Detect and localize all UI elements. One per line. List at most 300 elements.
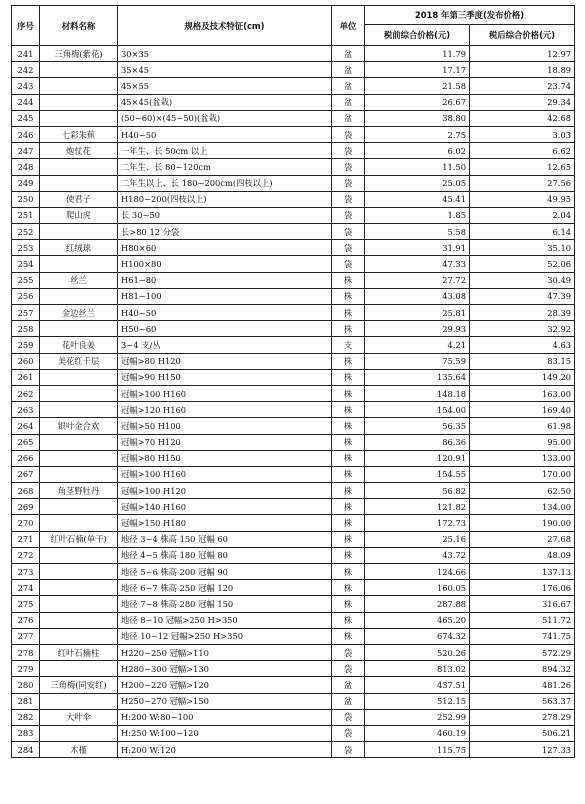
pre-tax-price: 43.08 — [365, 288, 470, 304]
table-row — [12, 499, 575, 515]
unit-cell: 袋 — [332, 709, 365, 725]
row-no: 273 — [12, 564, 40, 580]
post-tax-price: 28.39 — [470, 305, 575, 321]
material-name: 七彩朱蕉 — [40, 126, 118, 142]
pre-tax-price: 25.16 — [365, 531, 470, 547]
unit-cell: 株 — [332, 385, 365, 401]
unit-cell: 盆 — [332, 110, 365, 126]
pre-tax-price: 56.82 — [365, 483, 470, 499]
table-row — [12, 450, 575, 466]
material-name — [40, 110, 118, 126]
row-no: 278 — [12, 644, 40, 660]
spec-cell: 地径 10~12 冠幅>250 H>350 — [118, 628, 332, 644]
post-tax-price: 61.98 — [470, 418, 575, 434]
post-tax-price: 48.09 — [470, 547, 575, 563]
spec-cell: 冠幅>100 H160 — [118, 466, 332, 482]
post-tax-price: 134.00 — [470, 499, 575, 515]
material-name — [40, 466, 118, 482]
unit-cell: 盆 — [332, 677, 365, 693]
unit-cell: 袋 — [332, 175, 365, 191]
unit-cell: 株 — [332, 483, 365, 499]
row-no: 241 — [12, 46, 40, 62]
row-no: 280 — [12, 677, 40, 693]
table-body — [12, 46, 575, 758]
header-post-tax: 税后综合价格(元) — [470, 25, 575, 46]
pre-tax-price: 26.67 — [365, 94, 470, 110]
row-no: 272 — [12, 547, 40, 563]
pre-tax-price: 75.59 — [365, 353, 470, 369]
pre-tax-price: 21.58 — [365, 78, 470, 94]
material-name: 红叶石楠(单干) — [40, 531, 118, 547]
material-name — [40, 62, 118, 78]
table-row — [12, 321, 575, 337]
row-no: 251 — [12, 207, 40, 223]
unit-cell: 盆 — [332, 94, 365, 110]
table-row — [12, 288, 575, 304]
unit-cell: 盆 — [332, 693, 365, 709]
unit-cell: 株 — [332, 515, 365, 531]
unit-cell: 株 — [332, 499, 365, 515]
table-row — [12, 110, 575, 126]
unit-cell: 株 — [332, 288, 365, 304]
table-row — [12, 434, 575, 450]
material-name — [40, 78, 118, 94]
spec-cell: 35×45 — [118, 62, 332, 78]
spec-cell: H:200 W:80~100 — [118, 709, 332, 725]
unit-cell: 株 — [332, 580, 365, 596]
spec-cell: 45×45(盆栽) — [118, 94, 332, 110]
row-no: 258 — [12, 321, 40, 337]
pre-tax-price: 4.21 — [365, 337, 470, 353]
pre-tax-price: 252.99 — [365, 709, 470, 725]
material-name: 大叶伞 — [40, 709, 118, 725]
material-name: 银叶金合欢 — [40, 418, 118, 434]
row-no: 265 — [12, 434, 40, 450]
row-no: 247 — [12, 143, 40, 159]
spec-cell: 地径 8~10 冠幅>250 H>350 — [118, 612, 332, 628]
row-no: 284 — [12, 742, 40, 758]
pre-tax-price: 154.00 — [365, 402, 470, 418]
row-no: 269 — [12, 499, 40, 515]
material-name — [40, 402, 118, 418]
post-tax-price: 572.29 — [470, 644, 575, 660]
table-row — [12, 159, 575, 175]
post-tax-price: 32.92 — [470, 321, 575, 337]
unit-cell: 株 — [332, 628, 365, 644]
spec-cell: 3~4 支/丛 — [118, 337, 332, 353]
unit-cell: 袋 — [332, 126, 365, 142]
spec-cell: H220~250 冠幅>110 — [118, 644, 332, 660]
post-tax-price: 23.74 — [470, 78, 575, 94]
material-name — [40, 256, 118, 272]
table-row — [12, 62, 575, 78]
row-no: 252 — [12, 224, 40, 240]
table-row — [12, 547, 575, 563]
header-name: 材料名称 — [40, 6, 118, 46]
material-name — [40, 94, 118, 110]
pre-tax-price: 437.51 — [365, 677, 470, 693]
row-no: 242 — [12, 62, 40, 78]
material-name — [40, 434, 118, 450]
unit-cell: 株 — [332, 466, 365, 482]
spec-cell: 二年生、长 80~120cm — [118, 159, 332, 175]
spec-cell: H40~50 — [118, 305, 332, 321]
post-tax-price: 62.50 — [470, 483, 575, 499]
table-row — [12, 191, 575, 207]
pre-tax-price: 148.18 — [365, 385, 470, 401]
pre-tax-price: 38.80 — [365, 110, 470, 126]
row-no: 256 — [12, 288, 40, 304]
table-row — [12, 126, 575, 142]
material-name: 丝兰 — [40, 272, 118, 288]
table-row — [12, 596, 575, 612]
material-name: 使君子 — [40, 191, 118, 207]
post-tax-price: 163.00 — [470, 385, 575, 401]
post-tax-price: 6.14 — [470, 224, 575, 240]
table-header — [12, 6, 575, 46]
spec-cell: 地径 5~6 株高 200 冠幅 90 — [118, 564, 332, 580]
material-name — [40, 693, 118, 709]
post-tax-price: 18.89 — [470, 62, 575, 78]
table-row — [12, 224, 575, 240]
table-row — [12, 78, 575, 94]
pre-tax-price: 115.75 — [365, 742, 470, 758]
post-tax-price: 137.13 — [470, 564, 575, 580]
unit-cell: 袋 — [332, 256, 365, 272]
spec-cell: 长>80 12 分袋 — [118, 224, 332, 240]
material-name — [40, 159, 118, 175]
post-tax-price: 481.26 — [470, 677, 575, 693]
row-no: 263 — [12, 402, 40, 418]
pre-tax-price: 2.75 — [365, 126, 470, 142]
post-tax-price: 27.68 — [470, 531, 575, 547]
material-name — [40, 224, 118, 240]
unit-cell: 盆 — [332, 62, 365, 78]
row-no: 245 — [12, 110, 40, 126]
material-name — [40, 661, 118, 677]
spec-cell: 45×55 — [118, 78, 332, 94]
pre-tax-price: 813.02 — [365, 661, 470, 677]
table-row — [12, 240, 575, 256]
spec-cell: 冠幅>100 H160 — [118, 385, 332, 401]
material-name — [40, 596, 118, 612]
header-unit: 单位 — [332, 6, 365, 46]
spec-cell: H40~50 — [118, 126, 332, 142]
row-no: 264 — [12, 418, 40, 434]
post-tax-price: 563.37 — [470, 693, 575, 709]
post-tax-price: 133.00 — [470, 450, 575, 466]
row-no: 277 — [12, 628, 40, 644]
row-no: 275 — [12, 596, 40, 612]
row-no: 260 — [12, 353, 40, 369]
unit-cell: 袋 — [332, 159, 365, 175]
spec-cell: 长 30~50 — [118, 207, 332, 223]
post-tax-price: 169.40 — [470, 402, 575, 418]
unit-cell: 支 — [332, 337, 365, 353]
post-tax-price: 894.32 — [470, 661, 575, 677]
pre-tax-price: 29.93 — [365, 321, 470, 337]
material-name: 爬山虎 — [40, 207, 118, 223]
table-row — [12, 725, 575, 741]
table-row — [12, 418, 575, 434]
post-tax-price: 149.20 — [470, 369, 575, 385]
table-row — [12, 385, 575, 401]
pre-tax-price: 11.79 — [365, 46, 470, 62]
row-no: 253 — [12, 240, 40, 256]
row-no: 254 — [12, 256, 40, 272]
spec-cell: H280~300 冠幅>130 — [118, 661, 332, 677]
row-no: 268 — [12, 483, 40, 499]
row-no: 270 — [12, 515, 40, 531]
material-name: 美花红千层 — [40, 353, 118, 369]
unit-cell: 袋 — [332, 644, 365, 660]
pre-tax-price: 6.02 — [365, 143, 470, 159]
material-name: 角茎野牡丹 — [40, 483, 118, 499]
spec-cell: 冠幅>80 H120 — [118, 353, 332, 369]
header-period: 2018 年第三季度(发布价格) — [365, 6, 575, 25]
table-row — [12, 709, 575, 725]
material-name: 金边丝兰 — [40, 305, 118, 321]
row-no: 274 — [12, 580, 40, 596]
table-row — [12, 143, 575, 159]
pre-tax-price: 520.26 — [365, 644, 470, 660]
unit-cell: 株 — [332, 450, 365, 466]
pre-tax-price: 45.41 — [365, 191, 470, 207]
post-tax-price: 316.67 — [470, 596, 575, 612]
table-row — [12, 369, 575, 385]
pre-tax-price: 160.05 — [365, 580, 470, 596]
row-no: 243 — [12, 78, 40, 94]
material-name: 红绒球 — [40, 240, 118, 256]
spec-cell: H200~220 冠幅>120 — [118, 677, 332, 693]
post-tax-price: 176.06 — [470, 580, 575, 596]
spec-cell: 冠幅>100 H120 — [118, 483, 332, 499]
spec-cell: H180~200(四枝以上) — [118, 191, 332, 207]
post-tax-price: 12.97 — [470, 46, 575, 62]
post-tax-price: 6.62 — [470, 143, 575, 159]
header-pre-tax: 税前综合价格(元) — [365, 25, 470, 46]
post-tax-price: 190.00 — [470, 515, 575, 531]
spec-cell: 冠幅>140 H160 — [118, 499, 332, 515]
row-no: 248 — [12, 159, 40, 175]
pre-tax-price: 56.35 — [365, 418, 470, 434]
table-row — [12, 628, 575, 644]
unit-cell: 株 — [332, 272, 365, 288]
unit-cell: 株 — [332, 596, 365, 612]
row-no: 283 — [12, 725, 40, 741]
spec-cell: 冠幅>70 H120 — [118, 434, 332, 450]
material-name: 红叶石楠柱 — [40, 644, 118, 660]
table-row — [12, 661, 575, 677]
unit-cell: 盆 — [332, 78, 365, 94]
unit-cell: 袋 — [332, 661, 365, 677]
table-row — [12, 612, 575, 628]
spec-cell: 冠幅>120 H160 — [118, 402, 332, 418]
unit-cell: 袋 — [332, 240, 365, 256]
unit-cell: 袋 — [332, 207, 365, 223]
material-name — [40, 547, 118, 563]
spec-cell: H:250 W:100~120 — [118, 725, 332, 741]
material-name: 三角梅(紫花) — [40, 46, 118, 62]
material-name: 花叶良姜 — [40, 337, 118, 353]
row-no: 257 — [12, 305, 40, 321]
table-row — [12, 742, 575, 758]
table-row — [12, 531, 575, 547]
spec-cell: H100×80 — [118, 256, 332, 272]
table-row — [12, 677, 575, 693]
spec-cell: H:200 W:120 — [118, 742, 332, 758]
table-row — [12, 46, 575, 62]
unit-cell: 袋 — [332, 143, 365, 159]
pre-tax-price: 47.33 — [365, 256, 470, 272]
table-row — [12, 272, 575, 288]
spec-cell: 二年生以上、长 180~200cm(四枝以上) — [118, 175, 332, 191]
post-tax-price: 2.04 — [470, 207, 575, 223]
post-tax-price: 52.06 — [470, 256, 575, 272]
table-row — [12, 580, 575, 596]
material-name — [40, 175, 118, 191]
post-tax-price: 47.39 — [470, 288, 575, 304]
post-tax-price: 127.33 — [470, 742, 575, 758]
table-row — [12, 94, 575, 110]
unit-cell: 株 — [332, 531, 365, 547]
pre-tax-price: 17.17 — [365, 62, 470, 78]
row-no: 262 — [12, 385, 40, 401]
pre-tax-price: 5.58 — [365, 224, 470, 240]
row-no: 259 — [12, 337, 40, 353]
table-row — [12, 564, 575, 580]
spec-cell: H61~80 — [118, 272, 332, 288]
spec-cell: 地径 7~8 株高 280 冠幅 150 — [118, 596, 332, 612]
row-no: 266 — [12, 450, 40, 466]
table-row — [12, 175, 575, 191]
table-row — [12, 353, 575, 369]
unit-cell: 株 — [332, 321, 365, 337]
unit-cell: 株 — [332, 418, 365, 434]
material-name — [40, 450, 118, 466]
table-row — [12, 693, 575, 709]
row-no: 261 — [12, 369, 40, 385]
post-tax-price: 170.00 — [470, 466, 575, 482]
pre-tax-price: 25.05 — [365, 175, 470, 191]
material-name — [40, 321, 118, 337]
pre-tax-price: 1.85 — [365, 207, 470, 223]
spec-cell: H80×60 — [118, 240, 332, 256]
unit-cell: 株 — [332, 547, 365, 563]
row-no: 282 — [12, 709, 40, 725]
post-tax-price: 30.49 — [470, 272, 575, 288]
table-row — [12, 305, 575, 321]
pre-tax-price: 31.91 — [365, 240, 470, 256]
unit-cell: 袋 — [332, 191, 365, 207]
pre-tax-price: 674.32 — [365, 628, 470, 644]
post-tax-price: 12.65 — [470, 159, 575, 175]
pre-tax-price: 27.72 — [365, 272, 470, 288]
pre-tax-price: 287.88 — [365, 596, 470, 612]
post-tax-price: 27.56 — [470, 175, 575, 191]
material-name: 木槿 — [40, 742, 118, 758]
table-row — [12, 207, 575, 223]
post-tax-price: 42.68 — [470, 110, 575, 126]
spec-cell: 30×35 — [118, 46, 332, 62]
material-name — [40, 499, 118, 515]
pre-tax-price: 11.50 — [365, 159, 470, 175]
spec-cell: 地径 3~4 株高 150 冠幅 60 — [118, 531, 332, 547]
pre-tax-price: 43.72 — [365, 547, 470, 563]
pre-tax-price: 135.64 — [365, 369, 470, 385]
header-no: 序号 — [12, 6, 40, 46]
pre-tax-price: 172.73 — [365, 515, 470, 531]
row-no: 244 — [12, 94, 40, 110]
spec-cell: 冠幅>150 H180 — [118, 515, 332, 531]
spec-cell: H81~100 — [118, 288, 332, 304]
unit-cell: 株 — [332, 612, 365, 628]
material-name — [40, 612, 118, 628]
material-name — [40, 725, 118, 741]
unit-cell: 株 — [332, 353, 365, 369]
unit-cell: 株 — [332, 402, 365, 418]
material-name — [40, 288, 118, 304]
unit-cell: 株 — [332, 369, 365, 385]
row-no: 271 — [12, 531, 40, 547]
spec-cell: H50~60 — [118, 321, 332, 337]
table-row — [12, 515, 575, 531]
spec-cell: H250~270 冠幅>150 — [118, 693, 332, 709]
material-name — [40, 385, 118, 401]
row-no: 267 — [12, 466, 40, 482]
pre-tax-price: 120.91 — [365, 450, 470, 466]
table-row — [12, 644, 575, 660]
pre-tax-price: 124.66 — [365, 564, 470, 580]
header-spec: 规格及技术特征(cm) — [118, 6, 332, 46]
material-name: 炮仗花 — [40, 143, 118, 159]
post-tax-price: 49.95 — [470, 191, 575, 207]
material-name — [40, 564, 118, 580]
table-row — [12, 402, 575, 418]
row-no: 249 — [12, 175, 40, 191]
table-row — [12, 483, 575, 499]
post-tax-price: 3.03 — [470, 126, 575, 142]
table-row — [12, 466, 575, 482]
row-no: 276 — [12, 612, 40, 628]
table-row — [12, 256, 575, 272]
material-name — [40, 628, 118, 644]
material-name — [40, 369, 118, 385]
unit-cell: 袋 — [332, 742, 365, 758]
post-tax-price: 278.29 — [470, 709, 575, 725]
post-tax-price: 4.63 — [470, 337, 575, 353]
unit-cell: 株 — [332, 434, 365, 450]
spec-cell: (50~60)×(45~50)(盆栽) — [118, 110, 332, 126]
unit-cell: 株 — [332, 564, 365, 580]
post-tax-price: 35.10 — [470, 240, 575, 256]
row-no: 281 — [12, 693, 40, 709]
row-no: 255 — [12, 272, 40, 288]
row-no: 246 — [12, 126, 40, 142]
row-no: 279 — [12, 661, 40, 677]
material-name — [40, 515, 118, 531]
material-name: 三角梅(同安红) — [40, 677, 118, 693]
unit-cell: 株 — [332, 305, 365, 321]
pre-tax-price: 25.81 — [365, 305, 470, 321]
spec-cell: 冠幅>50 H100 — [118, 418, 332, 434]
spec-cell: 地径 4~5 株高 180 冠幅 80 — [118, 547, 332, 563]
post-tax-price: 83.15 — [470, 353, 575, 369]
unit-cell: 盆 — [332, 46, 365, 62]
table-row — [12, 337, 575, 353]
unit-cell: 袋 — [332, 224, 365, 240]
unit-cell: 袋 — [332, 725, 365, 741]
